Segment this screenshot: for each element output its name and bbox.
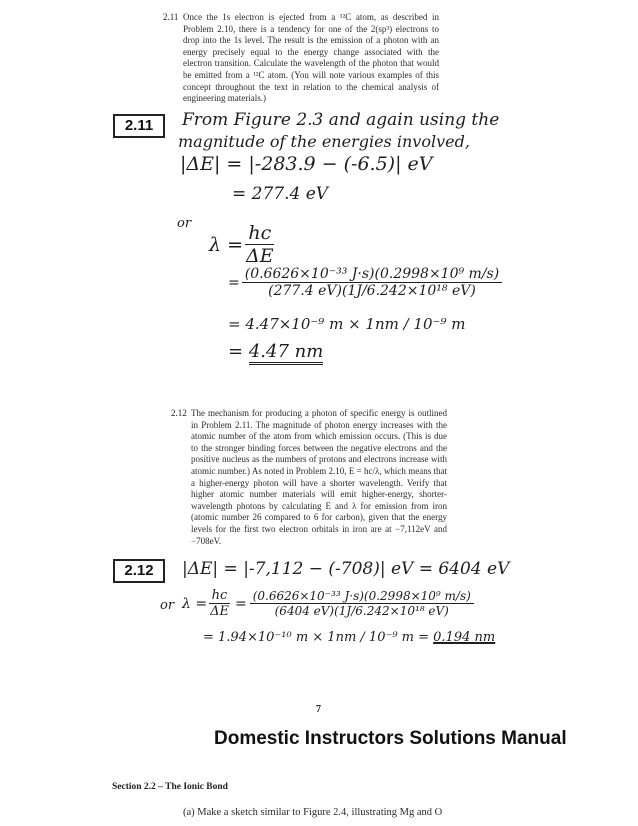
energy-result: = 277.4 eV bbox=[232, 184, 329, 204]
energy-difference-equation bbox=[180, 153, 433, 175]
fraction-numerator: hc bbox=[209, 588, 231, 604]
wavelength-substitution bbox=[228, 266, 502, 299]
problem-2-12 bbox=[171, 408, 447, 547]
next-problem-clipped bbox=[183, 805, 523, 826]
fraction-denominator: ΔE bbox=[210, 604, 229, 619]
fraction-denominator: (277.4 eV)(1J/6.242×10¹⁸ eV) bbox=[268, 283, 476, 299]
wavelength-fraction bbox=[207, 588, 232, 619]
substitution-fraction bbox=[250, 589, 474, 618]
problem-text: The mechanism for producing a photon of specific energy is outlined in Problem 2.11. The magnitude of photon energy increases with the atomic number of the atom from which emission occurs. (This is due to the stronger binding forces between the negative electrons and the positive nucleus as the numbers of protons and electrons increase with atomic number.) As noted in Problem 2.10, E = hc/λ, which means that a higher-energy photon will have a shorter wavelength. Verify that higher atomic number materials will emit higher-energy, shorter-wavelength photons by calculating E and λ for emission from iron (atomic number 26 compared to 6 for carbon), given that the energy levels for the first two electron orbitals in iron are at −7,112eV and −708eV. bbox=[191, 408, 447, 546]
manual-title: Domestic Instructors Solutions Manual bbox=[214, 728, 567, 749]
fraction-denominator: (6404 eV)(1J/6.242×10¹⁸ eV) bbox=[274, 604, 449, 618]
next-problem-text: (a) Make a sketch similar to Figure 2.4, illustrating Mg and O bbox=[183, 807, 443, 818]
problem-number: 2.11 bbox=[163, 12, 179, 22]
equals-sign: = bbox=[228, 341, 249, 362]
wavelength-substitution bbox=[182, 588, 474, 619]
fraction-numerator: (0.6626×10⁻³³ J·s)(0.2998×10⁹ m/s) bbox=[242, 266, 502, 283]
final-answer: 0.194 nm bbox=[433, 630, 496, 645]
energy-difference-equation: |ΔE| = |-7,112 − (-708)| eV = 6404 eV bbox=[182, 559, 510, 579]
problem-number: 2.12 bbox=[171, 408, 187, 418]
substitution-fraction bbox=[242, 266, 502, 299]
problem-text: Once the 1s electron is ejected from a ¹²C atom, as described in Problem 2.10, there is a tendency for one of the 2(sp³) electrons to drop into the 1s level. The result is the emission of a photon with an energy precisely equal to the energy change associated with the electron transition. Calculate the wavelength of the photon that would be emitted from a ¹²C atom. (You will note various examples of this concept throughout the text in relation to the chemical analysis of engineering materials.) bbox=[183, 12, 439, 104]
equals-sign: = bbox=[228, 274, 240, 291]
page-number: 7 bbox=[316, 704, 321, 715]
solution-intro-line-1: From Figure 2.3 and again using the bbox=[182, 110, 500, 130]
wavelength-lhs: λ = bbox=[209, 233, 244, 256]
or-label: or bbox=[160, 598, 175, 613]
wavelength-final bbox=[228, 341, 323, 362]
solution-label-2-12: 2.12 bbox=[113, 559, 165, 583]
wavelength-formula bbox=[209, 222, 277, 267]
final-answer: 4.47 nm bbox=[249, 341, 323, 365]
wavelength-conversion: = 4.47×10⁻⁹ m × 1nm / 10⁻⁹ m bbox=[228, 315, 466, 333]
problem-2-11 bbox=[163, 12, 439, 105]
energy-difference-rhs: |-283.9 − (-6.5)| eV bbox=[248, 153, 433, 175]
fraction-numerator: (0.6626×10⁻³³ J·s)(0.2998×10⁹ m/s) bbox=[250, 589, 474, 604]
solution-intro-line-2: magnitude of the energies involved, bbox=[178, 132, 470, 151]
wavelength-fraction bbox=[243, 222, 277, 267]
fraction-denominator: ΔE bbox=[246, 245, 274, 267]
wavelength-result bbox=[203, 630, 495, 645]
energy-difference-lhs: |ΔE| = bbox=[180, 153, 249, 175]
solution-label-2-11: 2.11 bbox=[113, 114, 165, 138]
or-label: or bbox=[177, 216, 192, 231]
section-heading: Section 2.2 – The Ionic Bond bbox=[112, 782, 228, 792]
equals-sign: = bbox=[234, 595, 247, 612]
wavelength-lhs: λ = bbox=[182, 595, 208, 612]
wavelength-conversion: = 1.94×10⁻¹⁰ m × 1nm / 10⁻⁹ m = bbox=[203, 630, 434, 645]
fraction-numerator: hc bbox=[245, 222, 274, 245]
